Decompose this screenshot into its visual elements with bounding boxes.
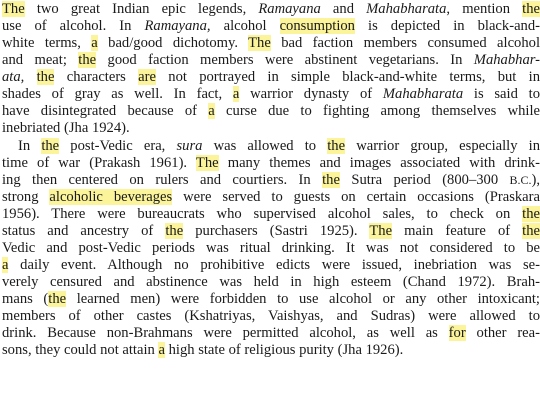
text-segment: 1956). There were bureaucrats who supervised alcohol sales, to check on xyxy=(2,206,523,222)
text-segment: use of alcohol. In xyxy=(2,18,145,34)
text-segment: strong xyxy=(2,189,50,205)
text-line xyxy=(0,120,540,137)
text-line xyxy=(0,35,540,52)
highlighted-word: The xyxy=(2,1,25,17)
text-segment: other rea- xyxy=(465,325,540,341)
text-segment: curse due to fighting among themselves while xyxy=(214,103,540,119)
highlighted-word: The xyxy=(369,223,393,239)
text-segment: drink. Because non-Brahmans were permitted alcohol, as well as xyxy=(2,325,449,341)
highlighted-word: are xyxy=(138,69,156,85)
text-segment: sons, they could not attain xyxy=(2,342,159,358)
text-line xyxy=(0,308,540,325)
text-segment: warrior dynasty of xyxy=(239,86,383,102)
highlighted-word: the xyxy=(48,291,67,307)
highlighted-word: alcoholic beverages xyxy=(49,189,173,205)
text-segment: bad/good dichotomy. xyxy=(97,35,249,51)
text-segment: good faction members were abstinent vegetarians. In xyxy=(96,52,474,68)
text-segment: learned men) were forbidden to use alcohol or any other intoxicant; xyxy=(66,291,540,307)
text-segment: inebriated (Jha 1924). xyxy=(2,120,130,136)
text-line xyxy=(0,223,540,240)
text-line xyxy=(0,342,540,359)
text-line xyxy=(0,291,540,308)
highlighted-word: a xyxy=(232,86,240,102)
highlighted-word: a xyxy=(91,35,98,51)
text-segment: ing then centered on rulers and courtiers. In xyxy=(2,172,323,188)
highlighted-word: the xyxy=(327,138,346,154)
text-line xyxy=(0,86,540,103)
text-line xyxy=(0,274,540,291)
highlighted-word: the xyxy=(522,223,540,239)
text-segment: warrior group, especially in xyxy=(345,138,540,154)
text-line xyxy=(0,155,540,172)
text-segment: high state of religious purity (Jha 1926). xyxy=(164,342,404,358)
text-segment: status and ancestry of xyxy=(2,223,166,239)
text-line xyxy=(0,52,540,69)
text-segment: not portrayed in simple black-and-white terms, but in xyxy=(155,69,540,85)
highlighted-word: the xyxy=(36,69,55,85)
text-line xyxy=(0,103,540,120)
text-line xyxy=(0,257,540,274)
highlighted-word: the xyxy=(165,223,184,239)
text-line xyxy=(0,325,540,342)
text-segment: members of other castes (Kshatriyas, Vaishyas, and Sudras) were allowed to xyxy=(2,308,540,324)
text-segment: white terms, xyxy=(2,35,92,51)
highlighted-word: The xyxy=(195,155,219,171)
small-caps-text: B.C. xyxy=(509,173,532,187)
italic-term: Ramayana, xyxy=(144,18,211,34)
text-segment: main feature of xyxy=(392,223,523,239)
text-segment: time of war (Prakash 1961). xyxy=(2,155,196,171)
text-segment: In xyxy=(18,138,42,154)
italic-term: ata, xyxy=(2,69,25,85)
text-line xyxy=(0,138,540,155)
text-segment: have disintegrated because of xyxy=(2,103,209,119)
highlighted-word: The xyxy=(248,35,271,51)
text-segment: Vedic and post-Vedic periods was ritual drinking. It was not considered to be xyxy=(2,240,540,256)
highlighted-word: the xyxy=(41,138,60,154)
text-segment: and meat; xyxy=(2,52,79,68)
text-segment: and xyxy=(320,1,367,17)
text-segment: two great Indian epic legends, xyxy=(24,1,259,17)
highlighted-word: the xyxy=(522,206,540,222)
text-segment: bad faction members consumed alcohol xyxy=(270,35,540,51)
text-segment: post-Vedic era, xyxy=(59,138,177,154)
text-segment: is said to xyxy=(463,86,540,102)
text-segment: verely censured and abstinence was held in high esteem (Chand 1972). Brah- xyxy=(2,274,540,290)
text-segment: Sutra period (800–300 xyxy=(339,172,510,188)
highlighted-word: a xyxy=(2,257,9,273)
text-line xyxy=(0,1,540,18)
text-segment: characters xyxy=(54,69,139,85)
highlighted-word: the xyxy=(522,1,540,17)
text-segment: daily event. Although no prohibitive edicts were issued, inebriation was se- xyxy=(8,257,540,273)
text-segment: purchasers (Sastri 1925). xyxy=(183,223,370,239)
text-segment: alcohol xyxy=(210,18,280,34)
highlighted-word: a xyxy=(208,103,215,119)
text-line xyxy=(0,69,540,86)
italic-term: Mahabharata xyxy=(382,86,464,102)
text-segment: was allowed to xyxy=(202,138,328,154)
text-segment xyxy=(24,69,36,85)
highlighted-word: consumption xyxy=(279,18,355,34)
text-segment: mans ( xyxy=(2,291,49,307)
italic-term: sura xyxy=(176,138,203,154)
text-segment: is depicted in black-and- xyxy=(354,18,540,34)
text-segment: , mention xyxy=(446,1,523,17)
text-segment: were served to guests on certain occasions (Praskara xyxy=(172,189,540,205)
text-segment: many themes and images associated with drink- xyxy=(218,155,540,171)
text-line xyxy=(0,189,540,206)
text-segment: shades of gray as well. In fact, xyxy=(2,86,233,102)
text-line xyxy=(0,206,540,223)
highlighted-word: for xyxy=(448,325,466,341)
highlighted-word: the xyxy=(78,52,97,68)
italic-term: Ramayana xyxy=(258,1,321,17)
text-line xyxy=(0,18,540,35)
text-segment: ), xyxy=(531,172,540,188)
text-line xyxy=(0,172,540,189)
text-line xyxy=(0,240,540,257)
highlighted-word: a xyxy=(158,342,165,358)
italic-term: Mahabhar- xyxy=(473,52,540,68)
highlighted-word: the xyxy=(322,172,340,188)
italic-term: Mahabharata xyxy=(366,1,447,17)
